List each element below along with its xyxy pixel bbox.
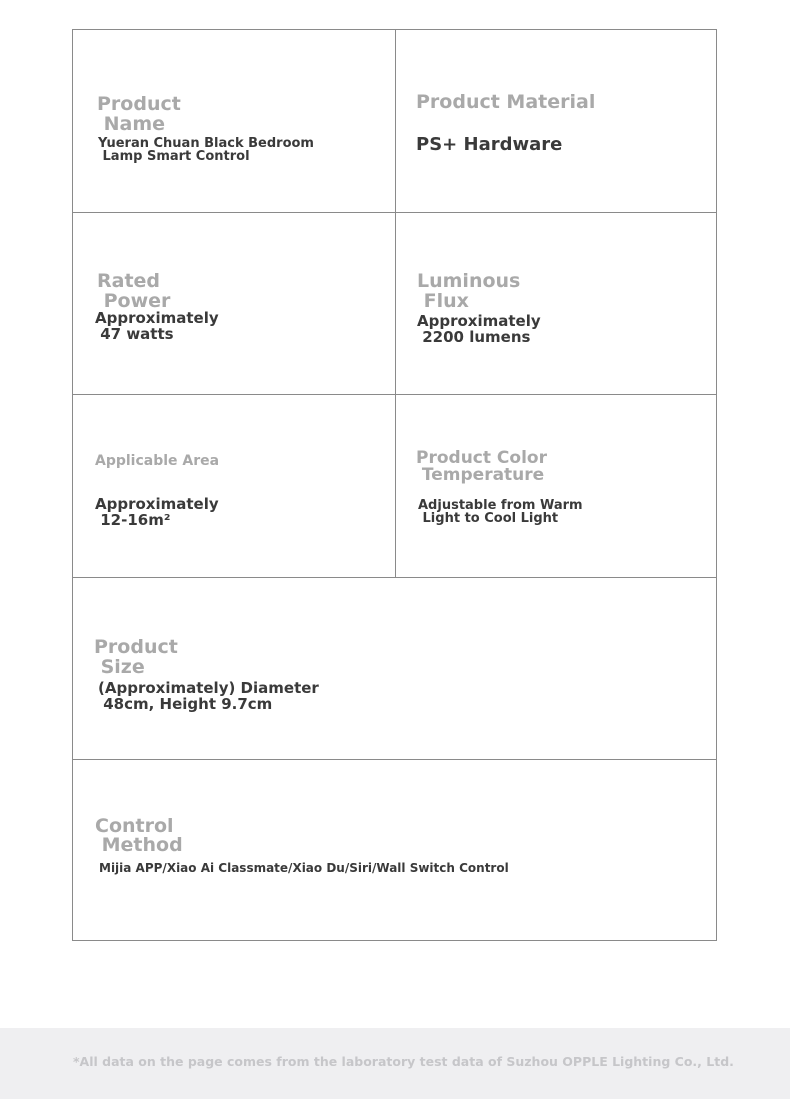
- applicable-area-value: Approximately 12-16m²: [95, 495, 219, 529]
- product-size-label: Product Size: [94, 636, 178, 678]
- color-temperature-cell: [396, 395, 717, 577]
- product-material-value: PS+ Hardware: [416, 134, 563, 155]
- product-name-cell: [73, 30, 395, 212]
- product-size-cell: [73, 578, 717, 759]
- rated-power-value: Approximately 47 watts: [95, 309, 219, 343]
- luminous-flux-value: Approximately 2200 lumens: [417, 312, 541, 346]
- color-temperature-label: Product Color Temperature: [416, 448, 547, 485]
- control-method-value: Mijia APP/Xiao Ai Classmate/Xiao Du/Siri/Wall Switch Control: [99, 861, 509, 875]
- spec-table: [72, 29, 717, 941]
- product-size-value: (Approximately) Diameter 48cm, Height 9.7cm: [98, 679, 319, 713]
- rated-power-label: Rated Power: [97, 270, 171, 312]
- applicable-area-cell: [73, 395, 395, 577]
- rated-power-cell: [73, 213, 395, 394]
- control-method-cell: [73, 760, 717, 941]
- product-material-cell: [396, 30, 717, 212]
- footer-disclaimer: *All data on the page comes from the laboratory test data of Suzhou OPPLE Lighting Co., Ltd.: [73, 1054, 734, 1069]
- luminous-flux-cell: [396, 213, 717, 394]
- product-name-value: Yueran Chuan Black Bedroom Lamp Smart Control: [98, 136, 314, 164]
- applicable-area-label: Applicable Area: [95, 453, 220, 469]
- product-material-label: Product Material: [416, 91, 596, 113]
- luminous-flux-label: Luminous Flux: [417, 270, 521, 312]
- color-temperature-value: Adjustable from Warm Light to Cool Light: [418, 498, 583, 526]
- control-method-label: Control Method: [95, 815, 183, 856]
- product-name-label: Product Name: [97, 93, 181, 135]
- footer: [0, 1028, 790, 1099]
